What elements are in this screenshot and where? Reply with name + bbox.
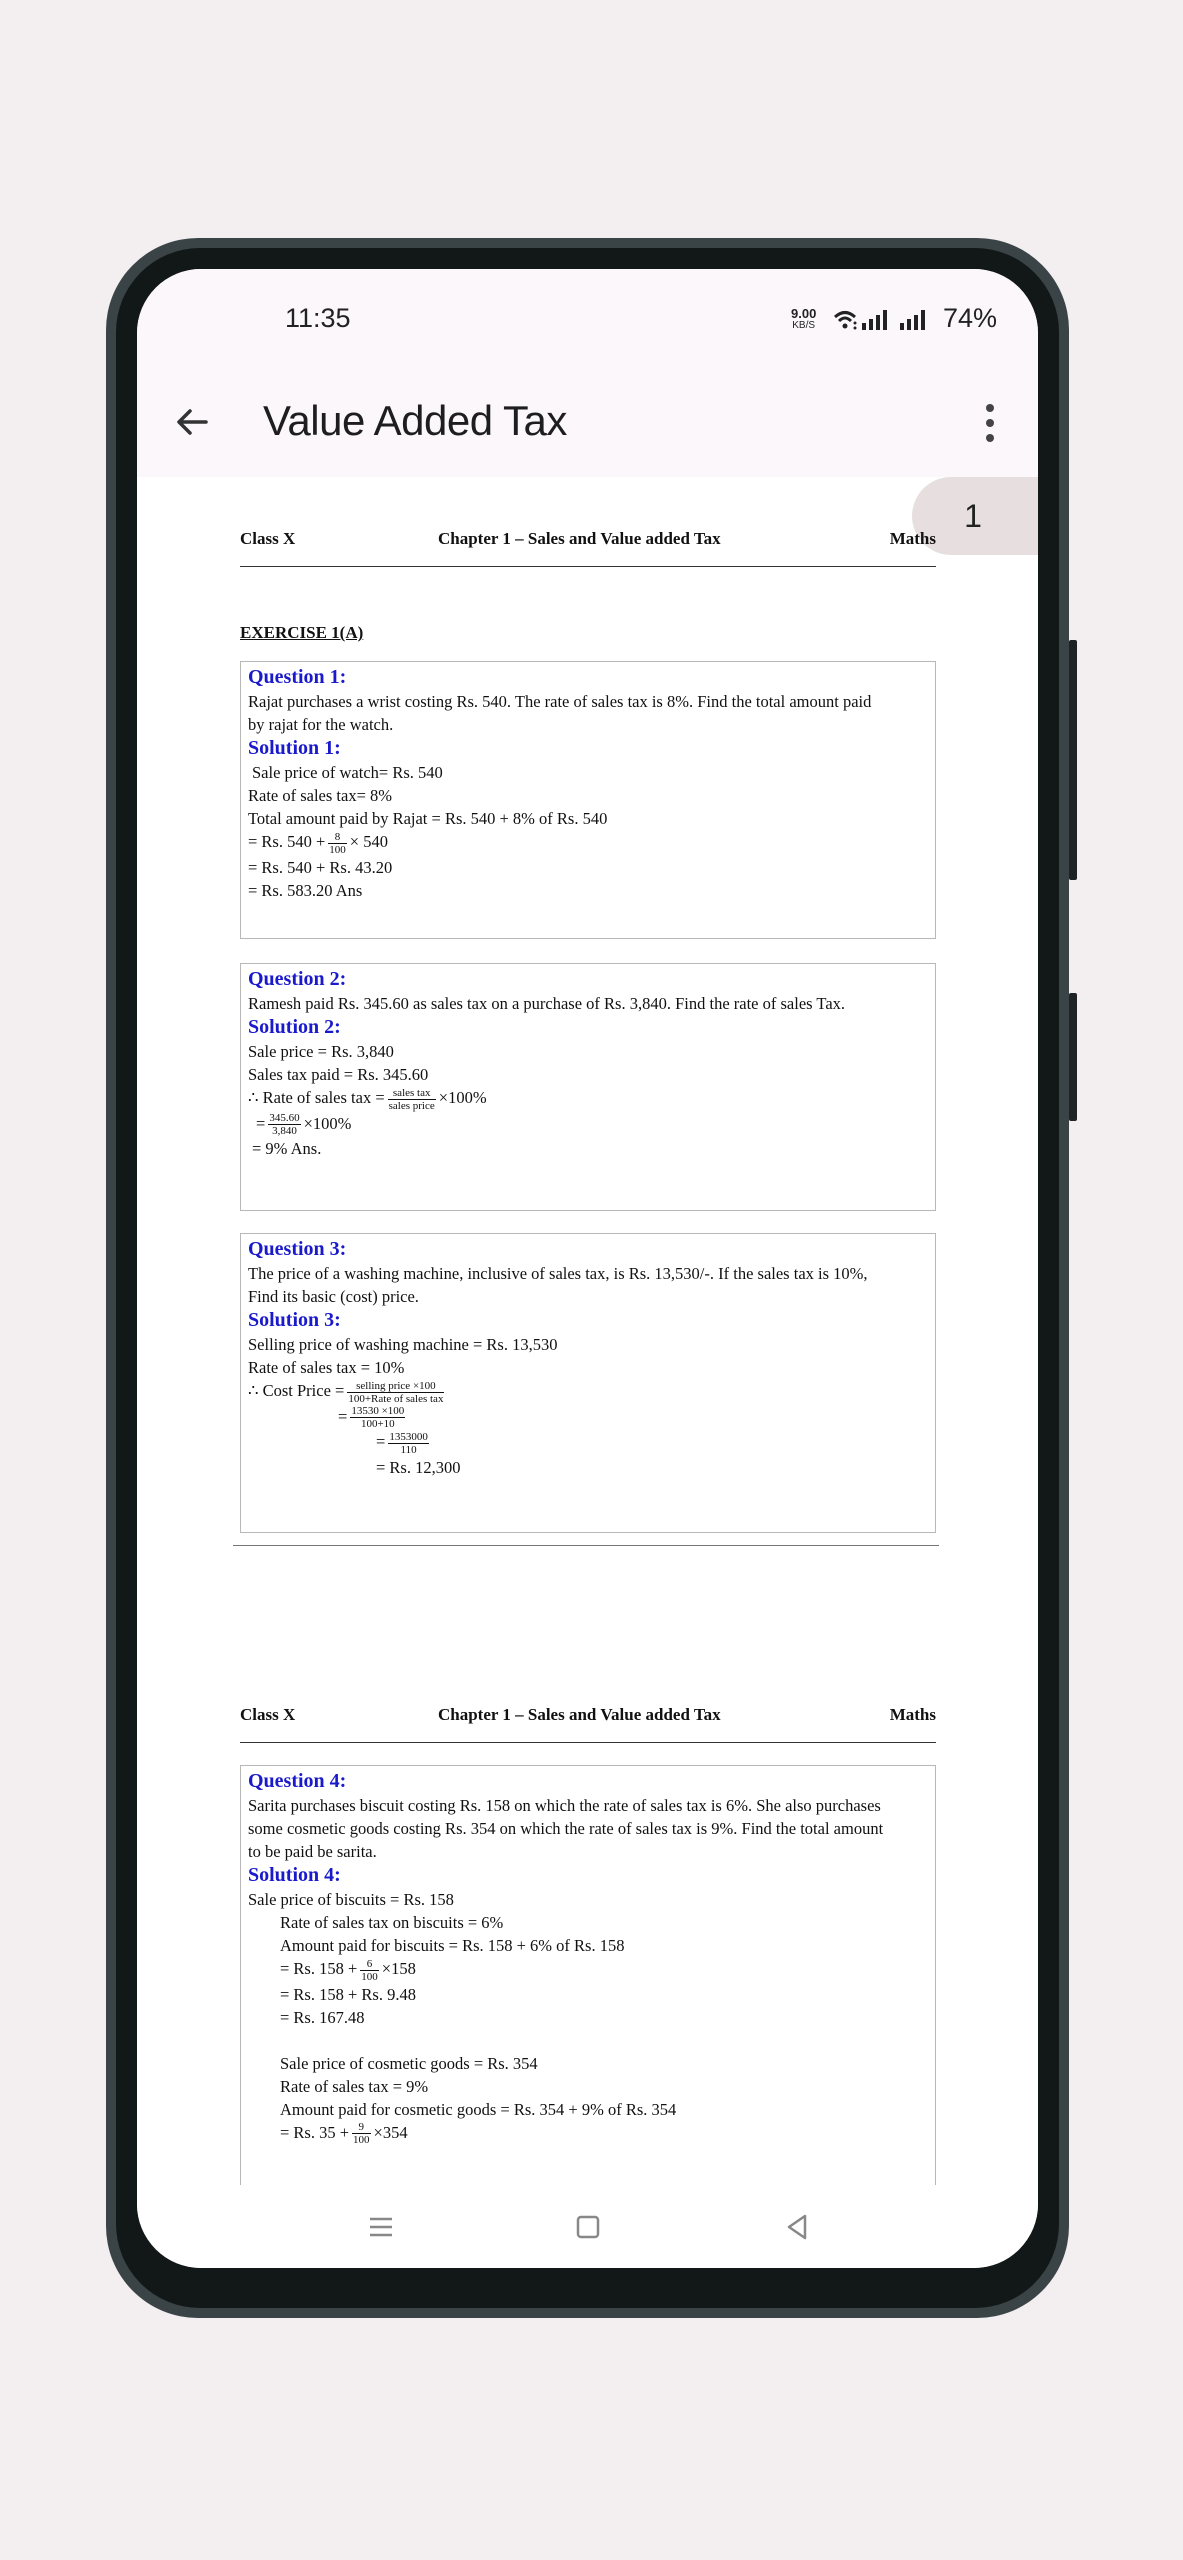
solution-2-heading: Solution 2: xyxy=(248,1016,341,1038)
solution-line: Sales tax paid = Rs. 345.60 xyxy=(248,1065,429,1084)
question-2-text: Ramesh paid Rs. 345.60 as sales tax on a purchase of Rs. 3,840. Find the rate of sales Tax. xyxy=(248,994,846,1013)
more-vert-icon xyxy=(986,404,994,412)
solution-line: Sale price of biscuits = Rs. 158 xyxy=(248,1890,454,1909)
network-speed xyxy=(791,308,816,332)
solution-line: Sale price of watch= Rs. 540 xyxy=(252,763,443,782)
solution-line: = $\frac{345.60}{3,840}$ ×100% xyxy=(256,1112,352,1138)
solution-line: = Rs. 540 + Rs. 43.20 xyxy=(248,857,393,877)
back-arrow-icon xyxy=(174,404,210,440)
header-chapter: Chapter 1 – Sales and Value added Tax xyxy=(438,529,721,548)
status-time: 11:35 xyxy=(285,303,351,333)
solution-3-heading: Solution 3: xyxy=(248,1309,341,1331)
fraction: $\frac{1353000}{110}$ xyxy=(389,1431,428,1457)
solution-line: = 9% Ans. xyxy=(252,1139,322,1159)
solution-line: = Rs. 35 + $\frac{9}{100}$ ×354 xyxy=(280,2121,408,2147)
pdf-viewer[interactable] xyxy=(137,477,1038,2185)
solution-line: Rate of sales tax = 10% xyxy=(248,1358,405,1377)
solution-line: = Rs. 158 + $\frac{6}{100}$ ×158 xyxy=(280,1957,416,1983)
question-1-box xyxy=(240,661,936,939)
solution-4-heading: Solution 4: xyxy=(248,1864,341,1886)
header-class: Class X xyxy=(240,529,296,548)
question-4-heading: Question 4: xyxy=(248,1770,347,1792)
question-3-box xyxy=(240,1233,936,1533)
home-icon xyxy=(573,2212,603,2242)
header-divider xyxy=(240,1742,936,1743)
header-subject: Maths xyxy=(889,1705,936,1724)
solution-line: Rate of sales tax on biscuits = 6% xyxy=(280,1913,504,1932)
navigation-bar xyxy=(137,2185,1038,2268)
question-2-heading: Question 2: xyxy=(248,968,347,990)
battery-level: 74% xyxy=(943,303,998,333)
page-separator xyxy=(233,1545,939,1546)
solution-line: Amount paid for cosmetic goods = Rs. 354 + 9% of Rs. 354 xyxy=(280,2099,677,2119)
fraction: $\frac{13530 \times 100}{100+10}$ xyxy=(351,1405,405,1431)
solution-line: Selling price of washing machine = Rs. 13,530 xyxy=(248,1335,558,1354)
recents-button[interactable] xyxy=(361,2207,401,2247)
solution-line: Sale price of cosmetic goods = Rs. 354 xyxy=(280,2053,538,2073)
header-divider xyxy=(240,566,936,567)
solution-line: Total amount paid by Rajat = Rs. 540 + 8% of Rs. 540 xyxy=(248,809,608,828)
solution-line: Amount paid for biscuits = Rs. 158 + 6% of Rs. 158 xyxy=(280,1936,625,1955)
back-nav-button[interactable] xyxy=(777,2207,817,2247)
solution-line: Sale price = Rs. 3,840 xyxy=(248,1042,394,1061)
solution-line: Rate of sales tax = 9% xyxy=(280,2076,429,2096)
screen xyxy=(137,269,1038,2268)
back-nav-icon xyxy=(782,2212,812,2242)
solution-line: = Rs. 583.20 Ans xyxy=(248,880,363,900)
question-3-heading: Question 3: xyxy=(248,1238,347,1260)
header-class: Class X xyxy=(240,1705,296,1724)
fraction: $\frac{9}{100}$ xyxy=(353,2121,370,2147)
question-4-box xyxy=(240,1765,936,2185)
back-button[interactable] xyxy=(167,397,217,447)
solution-line: = Rs. 167.48 xyxy=(280,2007,365,2027)
wifi-icon xyxy=(833,309,893,331)
fraction: $\frac{345.60}{3,840}$ xyxy=(269,1112,300,1138)
more-options-button[interactable] xyxy=(975,399,1005,447)
solution-line: = $\frac{13530 \times 100}{100+10}$ xyxy=(338,1405,405,1431)
fraction: $\frac{\text{selling price ×100}}{\text{100+Rate of sales tax}}$ xyxy=(348,1379,444,1405)
question-3-text: The price of a washing machine, inclusive of sales tax, is Rs. 13,530/-. If the sales tax is 10%, Find its basic (cost) price. xyxy=(248,1264,868,1306)
volume-button xyxy=(1069,640,1077,880)
power-button xyxy=(1069,993,1077,1121)
solution-line: = Rs. 540 + $\frac{8}{100}$ × 540 xyxy=(248,830,388,856)
page-title: Value Added Tax xyxy=(263,397,567,444)
fraction: $\frac{6}{100}$ xyxy=(361,1957,378,1983)
fraction: $\frac{8}{100}$ xyxy=(329,830,346,856)
page-number-badge: 1 xyxy=(912,477,1038,555)
header-chapter: Chapter 1 – Sales and Value added Tax xyxy=(438,1705,721,1724)
question-2-box xyxy=(240,963,936,1211)
signal-icon xyxy=(899,309,929,331)
status-bar xyxy=(137,269,1038,369)
network-speed-value: 9.00 xyxy=(791,306,817,321)
solution-line: Rate of sales tax= 8% xyxy=(248,786,393,805)
solution-1-heading: Solution 1: xyxy=(248,737,341,759)
exercise-title: EXERCISE 1(A) xyxy=(240,623,364,642)
home-button[interactable] xyxy=(568,2207,608,2247)
solution-line: ∴ Rate of sales tax = $\frac{\text{sales tax}}{\text{sales price}}$ ×100% xyxy=(248,1086,487,1112)
app-bar xyxy=(137,369,1038,477)
recents-icon xyxy=(366,2212,396,2242)
question-4-text: Sarita purchases biscuit costing Rs. 158 on which the rate of sales tax is 6%. She also purchases some cosmetic goods costing Rs. 354 on which the rate of sales tax is 9%. Find the total amount to be paid be sarita. xyxy=(248,1796,884,1861)
question-1-heading: Question 1: xyxy=(248,666,347,688)
solution-line: = $\frac{1353000}{110}$ xyxy=(376,1431,428,1457)
question-1-text: Rajat purchases a wrist costing Rs. 540. The rate of sales tax is 8%. Find the total amount paid by rajat for the watch. xyxy=(248,692,872,734)
solution-line: = Rs. 158 + Rs. 9.48 xyxy=(280,1984,416,2004)
network-speed-unit: KB/S xyxy=(792,320,816,331)
header-subject: Maths xyxy=(889,529,936,548)
solution-line: ∴ Cost Price = $\frac{\text{selling price ×100}}{\text{100+Rate of sales tax}}$ xyxy=(248,1379,444,1405)
solution-line: = Rs. 12,300 xyxy=(376,1458,461,1478)
fraction: $\frac{\text{sales tax}}{\text{sales price}}$ xyxy=(388,1086,435,1112)
